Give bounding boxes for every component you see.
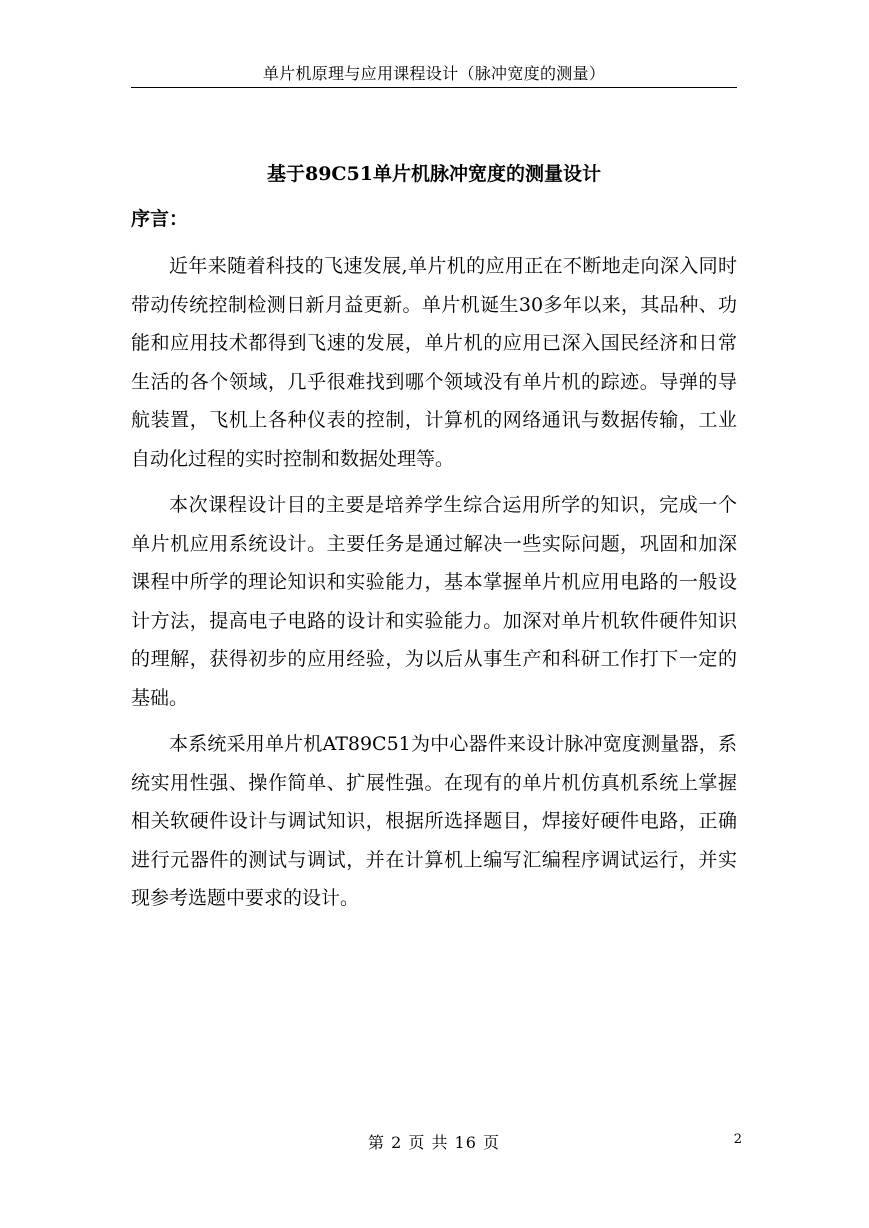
page-corner-number: 2 xyxy=(733,1132,742,1147)
paragraph-3: 本系统采用单片机AT89C51为中心器件来设计脉冲宽度测量器，系统实用性强、操作简单、扩展性强。在现有的单片机仿真机系统上掌握相关软硬件设计与调试知识，根据所选择题目，焊接好硬件电路，正确进行元器件的测试与调试，并在计算机上编写汇编程序调试运行，并实现参考选题中要求的设计。 xyxy=(131,732,737,910)
header-divider xyxy=(131,87,737,88)
page-footer: 第 2 页 共 16 页 xyxy=(368,1133,500,1152)
preface-heading: 序言： xyxy=(131,208,189,230)
paragraph-2: 本次课程设计目的主要是培养学生综合运用所学的知识，完成一个单片机应用系统设计。主要任务是通过解决一些实际问题，巩固和加深课程中所学的理论知识和实验能力，基本掌握单片机应用电路的一般设计方法，提高电子电路的设计和实验能力。加深对单片机软件硬件知识的理解，获得初步的应用经验，为以后从事生产和科研工作打下一定的基础。 xyxy=(131,493,737,709)
document-title: 基于89C51单片机脉冲宽度的测量设计 xyxy=(266,163,601,185)
paragraph-1: 近年来随着科技的飞速发展,单片机的应用正在不断地走向深入同时带动传统控制检测日新月益更新。单片机诞生30多年以来，其品种、功能和应用技术都得到飞速的发展，单片机的应用已深入国民经济和日常生活的各个领域，几乎很难找到哪个领域没有单片机的踪迹。导弹的导航装置，飞机上各种仪表的控制，计算机的网络通讯与数据传输，工业自动化过程的实时控制和数据处理等。 xyxy=(131,255,737,470)
running-header: 单片机原理与应用课程设计（脉冲宽度的测量） xyxy=(262,64,606,83)
body-text xyxy=(131,247,737,925)
